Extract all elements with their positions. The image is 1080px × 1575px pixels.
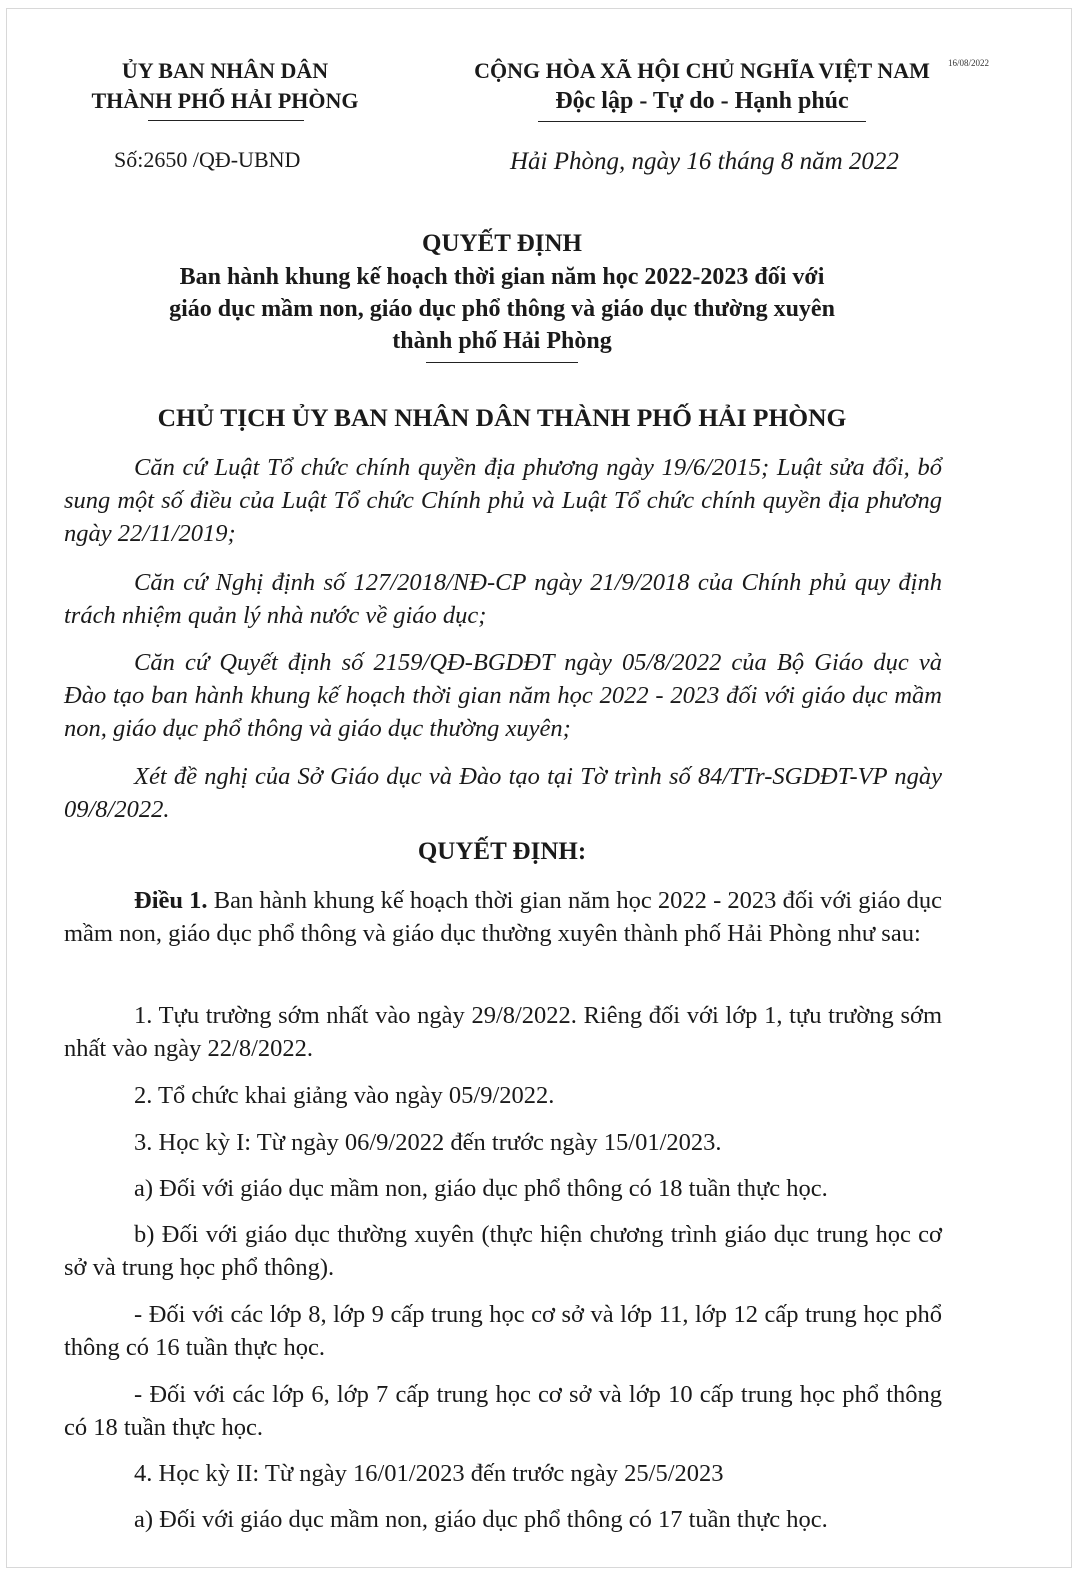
article-1 xyxy=(64,884,942,950)
title-line2: giáo dục mầm non, giáo dục phổ thông và giáo dục thường xuyên xyxy=(169,296,835,322)
item-1: 1. Tựu trường sớm nhất vào ngày 29/8/2022. Riêng đối với lớp 1, tựu trường sớm nhất vào ngày 22/8/2022. xyxy=(64,1002,942,1062)
motto-underline xyxy=(538,121,866,122)
national-motto: Độc lập - Tự do - Hạnh phúc xyxy=(555,88,849,114)
preamble-2: Căn cứ Nghị định số 127/2018/NĐ-CP ngày 21/9/2018 của Chính phủ quy định trách nhiệm quản lý nhà nước về giáo dục; xyxy=(64,569,942,629)
item-3a: a) Đối với giáo dục mầm non, giáo dục phổ thông có 18 tuần thực học. xyxy=(134,1175,828,1202)
issuer-line2: THÀNH PHỐ HẢI PHÒNG xyxy=(91,88,359,113)
decision-heading: QUYẾT ĐỊNH: xyxy=(417,838,587,865)
item-4a: a) Đối với giáo dục mầm non, giáo dục phổ thông có 17 tuần thực học. xyxy=(134,1506,828,1533)
title-line1: Ban hành khung kế hoạch thời gian năm học 2022-2023 đối với xyxy=(179,264,825,290)
issuer-line1: ỦY BAN NHÂN DÂN xyxy=(121,58,329,83)
place-date: Hải Phòng, ngày 16 tháng 8 năm 2022 xyxy=(510,148,899,175)
title-underline xyxy=(426,362,578,363)
preamble-3: Căn cứ Quyết định số 2159/QĐ-BGDĐT ngày 05/8/2022 của Bộ Giáo dục và Đào tạo ban hành khung kế hoạch thời gian năm học 2022 - 2023 đối với giáo dục mầm non, giáo dục phổ thông và giáo dục thường xuyên; xyxy=(64,649,942,742)
item-2: 2. Tổ chức khai giảng vào ngày 05/9/2022. xyxy=(134,1082,555,1109)
item-4: 4. Học kỳ II: Từ ngày 16/01/2023 đến trước ngày 25/5/2023 xyxy=(134,1460,724,1487)
item-3: 3. Học kỳ I: Từ ngày 06/9/2022 đến trước ngày 15/01/2023. xyxy=(134,1129,722,1156)
authority-heading: CHỦ TỊCH ỦY BAN NHÂN DÂN THÀNH PHỐ HẢI PHÒNG xyxy=(157,403,847,432)
article-1-text: Ban hành khung kế hoạch thời gian năm học 2022 - 2023 đối với giáo dục mầm non, giáo dục phổ thông và giáo dục thường xuyên thành phố Hải Phòng như sau: xyxy=(64,887,942,947)
national-title: CỘNG HÒA XÃ HỘI CHỦ NGHĨA VIỆT NAM xyxy=(474,58,930,83)
date-stamp: 16/08/2022 xyxy=(948,58,990,68)
item-3b: b) Đối với giáo dục thường xuyên (thực hiện chương trình giáo dục trung học cơ sở và trung học phổ thông). xyxy=(64,1221,942,1281)
item-3b-dash2: - Đối với các lớp 6, lớp 7 cấp trung học cơ sở và lớp 10 cấp trung học phổ thông có 18 tuần thực học. xyxy=(64,1381,942,1441)
preamble-4: Xét đề nghị của Sở Giáo dục và Đào tạo tại Tờ trình số 84/TTr-SGDĐT-VP ngày 09/8/2022. xyxy=(64,763,942,823)
issuer-underline xyxy=(148,120,304,121)
preamble-1: Căn cứ Luật Tổ chức chính quyền địa phương ngày 19/6/2015; Luật sửa đổi, bổ sung một số điều của Luật Tổ chức Chính phủ và Luật Tổ chức chính quyền địa phương ngày 22/11/2019; xyxy=(64,454,942,547)
item-3b-dash1: - Đối với các lớp 8, lớp 9 cấp trung học cơ sở và lớp 11, lớp 12 cấp trung học phổ thông có 16 tuần thực học. xyxy=(64,1301,942,1361)
document-title: QUYẾT ĐỊNH xyxy=(422,230,582,257)
document-number: Số:2650 /QĐ-UBND xyxy=(114,147,301,172)
title-line3: thành phố Hải Phòng xyxy=(392,328,612,354)
article-1-label: Điều 1. xyxy=(134,887,208,914)
